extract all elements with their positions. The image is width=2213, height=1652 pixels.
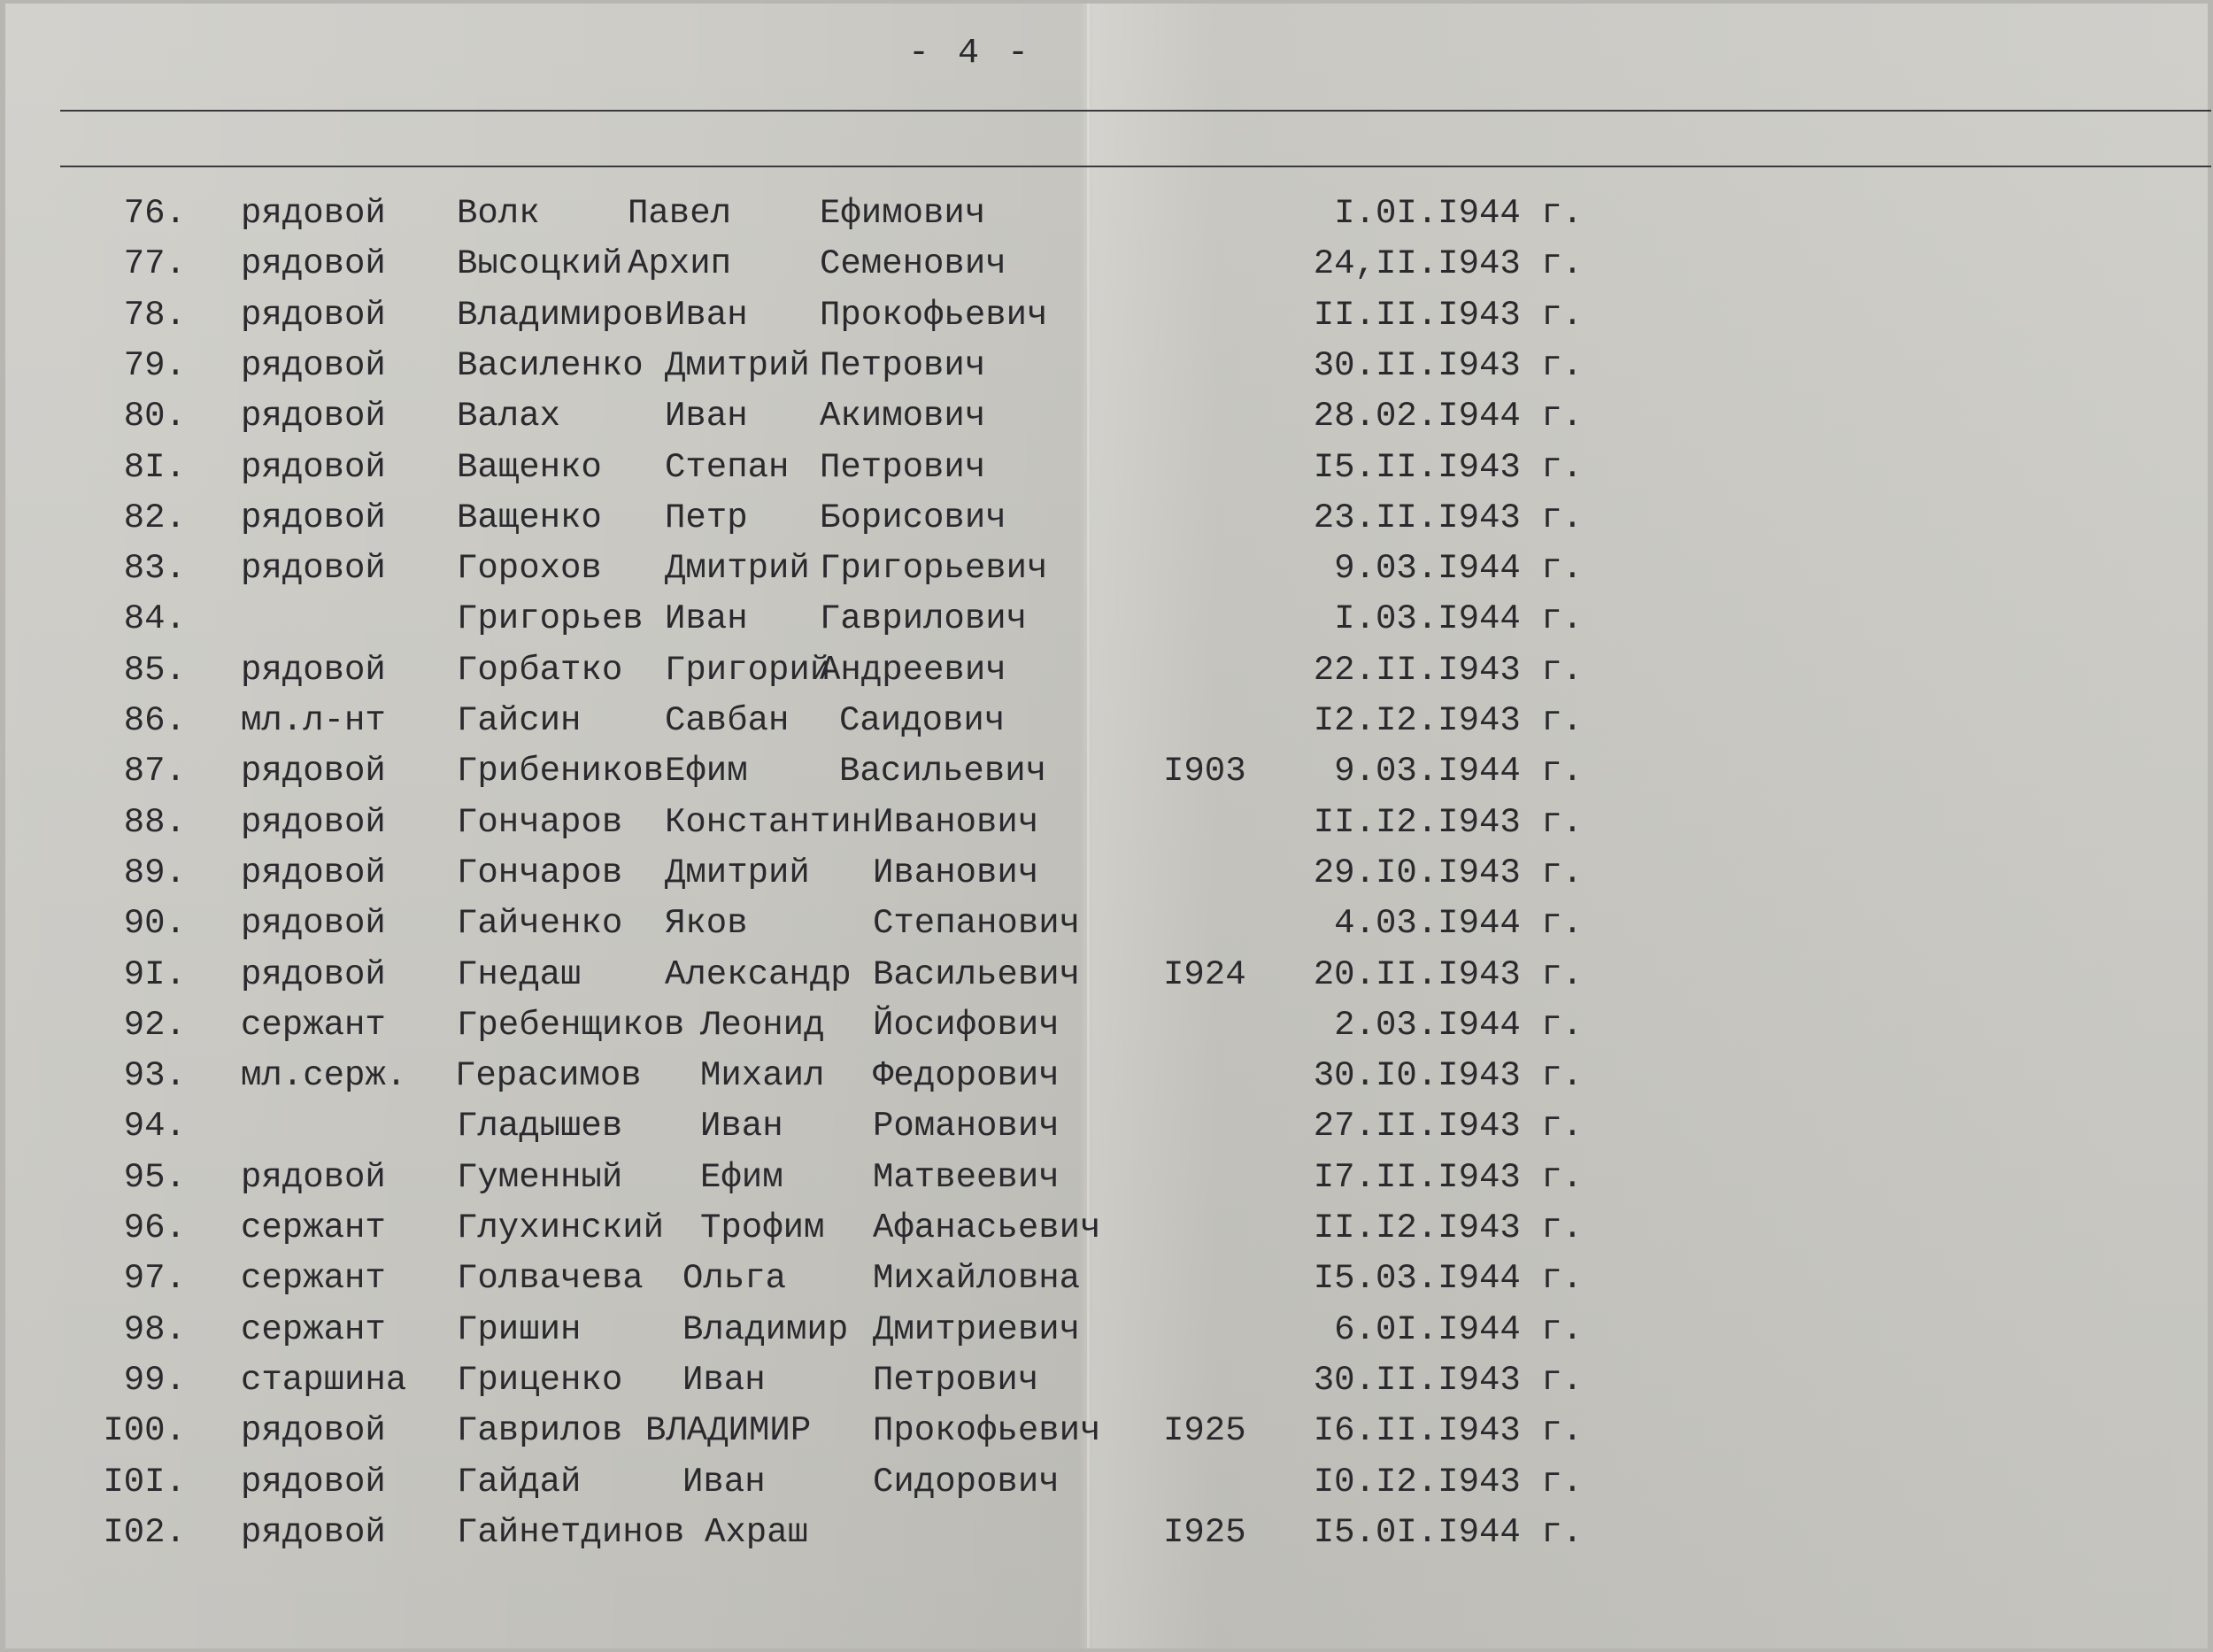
last-name: Гребенщиков: [457, 1005, 685, 1045]
list-row: [5, 344, 1776, 388]
list-row: [5, 496, 1776, 540]
row-number: 88.: [123, 802, 186, 842]
patronymic: Саидович: [839, 701, 1006, 740]
first-name: Иван: [665, 397, 748, 436]
list-row: [5, 242, 1776, 286]
rank: рядовой: [241, 295, 386, 335]
row-number: 8I.: [123, 447, 186, 487]
rank: рядовой: [241, 345, 386, 385]
patronymic: Прокофьевич: [873, 1411, 1101, 1451]
list-row: [5, 293, 1776, 337]
birth-year: I903: [1163, 752, 1246, 791]
rank: рядовой: [241, 904, 386, 944]
date: 9.03.I944 г.: [1334, 752, 1583, 791]
rank: сержант: [241, 1208, 386, 1247]
last-name: Голвачева: [457, 1259, 644, 1299]
last-name: Гладышев: [457, 1107, 623, 1146]
first-name: Иван: [665, 599, 748, 639]
first-name: Леонид: [700, 1005, 825, 1045]
date: 2.03.I944 г.: [1334, 1005, 1583, 1045]
list-row: [5, 953, 1776, 997]
row-number: 96.: [123, 1208, 186, 1247]
list-row: [5, 1256, 1776, 1301]
list-row: [5, 597, 1776, 641]
date: 30.II.I943 г.: [1313, 345, 1583, 385]
rank: рядовой: [241, 853, 386, 892]
birth-year: I925: [1163, 1512, 1246, 1552]
last-name: Гаврилов: [457, 1411, 623, 1451]
first-name: Григорий: [665, 650, 831, 690]
rank: рядовой: [241, 650, 386, 690]
rank: рядовой: [241, 954, 386, 994]
first-name: Савбан: [665, 701, 790, 740]
patronymic: Прокофьевич: [820, 295, 1048, 335]
patronymic: Афанасьевич: [873, 1208, 1101, 1247]
last-name: Василенко: [457, 345, 644, 385]
patronymic: Васильевич: [873, 954, 1081, 994]
first-name: Дмитрий: [665, 853, 810, 892]
first-name: Иван: [682, 1360, 766, 1400]
row-number: 95.: [123, 1157, 186, 1197]
rank: рядовой: [241, 549, 386, 589]
list-row: [5, 1409, 1776, 1453]
row-number: 93.: [123, 1056, 186, 1096]
date: 9.03.I944 г.: [1334, 549, 1583, 589]
list-row: [5, 191, 1776, 235]
first-name: Иван: [665, 295, 748, 335]
row-number: 79.: [123, 345, 186, 385]
row-number: 92.: [123, 1005, 186, 1045]
list-row: [5, 800, 1776, 845]
last-name: Гайсин: [457, 701, 582, 740]
patronymic: Гаврилович: [820, 599, 1028, 639]
last-name: Горбатко: [457, 650, 623, 690]
date: 24,II.I943 г.: [1313, 244, 1583, 284]
last-name: Волк: [457, 194, 540, 233]
row-number: 99.: [123, 1360, 186, 1400]
date: 4.03.I944 г.: [1334, 904, 1583, 944]
row-number: 9I.: [123, 954, 186, 994]
first-name: Иван: [682, 1462, 766, 1501]
list-row: [5, 699, 1776, 743]
date: I5.03.I944 г.: [1313, 1259, 1583, 1299]
row-number: 83.: [123, 549, 186, 589]
first-name: Павел: [628, 194, 732, 233]
last-name: Ващенко: [457, 447, 602, 487]
rank: мл.серж.: [241, 1056, 407, 1096]
list-row: [5, 1155, 1776, 1200]
row-number: 78.: [123, 295, 186, 335]
last-name: Гончаров: [457, 802, 623, 842]
rank: рядовой: [241, 1157, 386, 1197]
patronymic: Матвеевич: [873, 1157, 1060, 1197]
date: II.I2.I943 г.: [1313, 1208, 1583, 1247]
date: 28.02.I944 г.: [1313, 397, 1583, 436]
row-number: 97.: [123, 1259, 186, 1299]
rank: рядовой: [241, 447, 386, 487]
rank: рядовой: [241, 802, 386, 842]
header-rule-bottom: [60, 166, 2211, 167]
list-row: [5, 546, 1776, 591]
list-row: [5, 1358, 1776, 1402]
rank: рядовой: [241, 1462, 386, 1501]
last-name: Глухинский: [457, 1208, 665, 1247]
first-name: Владимир: [682, 1309, 849, 1349]
list-row: [5, 445, 1776, 490]
list-row: [5, 648, 1776, 692]
date: I.03.I944 г.: [1334, 599, 1583, 639]
rank: сержант: [241, 1259, 386, 1299]
first-name: Яков: [665, 904, 748, 944]
row-number: 85.: [123, 650, 186, 690]
patronymic: Сидорович: [873, 1462, 1060, 1501]
list-row: [5, 1510, 1776, 1555]
list-row: [5, 1003, 1776, 1047]
date: I6.II.I943 г.: [1313, 1411, 1583, 1451]
patronymic: Григорьевич: [820, 549, 1048, 589]
patronymic: Семенович: [820, 244, 1006, 284]
list-row: [5, 851, 1776, 895]
first-name: ВЛАДИМИР: [645, 1411, 812, 1451]
patronymic: Романович: [873, 1107, 1060, 1146]
last-name: Гайнетдинов: [457, 1512, 685, 1552]
patronymic: Дмитриевич: [873, 1309, 1081, 1349]
patronymic: Борисович: [820, 498, 1006, 537]
date: I0.I2.I943 г.: [1313, 1462, 1583, 1501]
rank: рядовой: [241, 244, 386, 284]
rank: старшина: [241, 1360, 407, 1400]
header-rule-top: [60, 110, 2211, 112]
last-name: Высоцкий: [457, 244, 623, 284]
document-page: [5, 4, 2208, 1648]
list-row: [5, 394, 1776, 438]
row-number: 82.: [123, 498, 186, 537]
list-row: [5, 1206, 1776, 1250]
rank: рядовой: [241, 498, 386, 537]
list-row: [5, 1104, 1776, 1148]
row-number: 86.: [123, 701, 186, 740]
first-name: Михаил: [700, 1056, 825, 1096]
last-name: Валах: [457, 397, 561, 436]
last-name: Гриценко: [457, 1360, 623, 1400]
rank: рядовой: [241, 1512, 386, 1552]
date: 22.II.I943 г.: [1313, 650, 1583, 690]
date: 30.II.I943 г.: [1313, 1360, 1583, 1400]
patronymic: Иванович: [873, 802, 1039, 842]
last-name: Григорьев: [457, 599, 644, 639]
patronymic: Ефимович: [820, 194, 986, 233]
row-number: 84.: [123, 599, 186, 639]
last-name: Ващенко: [457, 498, 602, 537]
first-name: Ефим: [665, 752, 748, 791]
first-name: Дмитрий: [665, 549, 810, 589]
patronymic: Степанович: [873, 904, 1081, 944]
last-name: Гончаров: [457, 853, 623, 892]
patronymic: Петрович: [873, 1360, 1039, 1400]
patronymic: Васильевич: [839, 752, 1047, 791]
row-number: I00.: [103, 1411, 186, 1451]
patronymic: Федорович: [873, 1056, 1060, 1096]
date: 6.0I.I944 г.: [1334, 1309, 1583, 1349]
first-name: Архип: [628, 244, 732, 284]
last-name: Герасимов: [455, 1056, 642, 1096]
row-number: 80.: [123, 397, 186, 436]
date: 30.I0.I943 г.: [1313, 1056, 1583, 1096]
date: I.0I.I944 г.: [1334, 194, 1583, 233]
last-name: Гуменный: [457, 1157, 623, 1197]
first-name: Ахраш: [705, 1512, 809, 1552]
last-name: Горохов: [457, 549, 602, 589]
first-name: Дмитрий: [665, 345, 810, 385]
rank: мл.л-нт: [241, 701, 386, 740]
last-name: Гайдай: [457, 1462, 582, 1501]
list-row: [5, 749, 1776, 793]
date: 20.II.I943 г.: [1313, 954, 1583, 994]
last-name: Гнедаш: [457, 954, 582, 994]
list-row: [5, 1054, 1776, 1098]
date: I2.I2.I943 г.: [1313, 701, 1583, 740]
first-name: Ефим: [700, 1157, 783, 1197]
date: II.II.I943 г.: [1313, 295, 1583, 335]
row-number: 90.: [123, 904, 186, 944]
row-number: 87.: [123, 752, 186, 791]
date: I5.0I.I944 г.: [1313, 1512, 1583, 1552]
date: I5.II.I943 г.: [1313, 447, 1583, 487]
first-name: Трофим: [700, 1208, 825, 1247]
patronymic: Акимович: [820, 397, 986, 436]
row-number: I02.: [103, 1512, 186, 1552]
row-number: 89.: [123, 853, 186, 892]
rank: рядовой: [241, 752, 386, 791]
first-name: Ольга: [682, 1259, 787, 1299]
patronymic: Петрович: [820, 345, 986, 385]
date: 27.II.I943 г.: [1313, 1107, 1583, 1146]
first-name: Иван: [700, 1107, 783, 1146]
patronymic: Петрович: [820, 447, 986, 487]
patronymic: Михайловна: [873, 1259, 1081, 1299]
rank: рядовой: [241, 397, 386, 436]
row-number: I0I.: [103, 1462, 186, 1501]
date: 29.I0.I943 г.: [1313, 853, 1583, 892]
last-name: Гришин: [457, 1309, 582, 1349]
list-row: [5, 901, 1776, 946]
rank: сержант: [241, 1309, 386, 1349]
rank: рядовой: [241, 1411, 386, 1451]
last-name: Гайченко: [457, 904, 623, 944]
page-number: - 4 -: [908, 34, 1033, 73]
first-name: Степан: [665, 447, 790, 487]
row-number: 94.: [123, 1107, 186, 1146]
patronymic: Андреевич: [820, 650, 1006, 690]
list-row: [5, 1308, 1776, 1352]
birth-year: I925: [1163, 1411, 1246, 1451]
first-name: Александр: [665, 954, 852, 994]
last-name: Грибеников: [457, 752, 665, 791]
row-number: 77.: [123, 244, 186, 284]
first-name: Константин: [665, 802, 873, 842]
date: 23.II.I943 г.: [1313, 498, 1583, 537]
list-row: [5, 1460, 1776, 1504]
rank: рядовой: [241, 194, 386, 233]
birth-year: I924: [1163, 954, 1246, 994]
patronymic: Иванович: [873, 853, 1039, 892]
row-number: 76.: [123, 194, 186, 233]
first-name: Петр: [665, 498, 748, 537]
row-number: 98.: [123, 1309, 186, 1349]
date: I7.II.I943 г.: [1313, 1157, 1583, 1197]
rank: сержант: [241, 1005, 386, 1045]
date: II.I2.I943 г.: [1313, 802, 1583, 842]
last-name: Владимиров: [457, 295, 665, 335]
patronymic: Йосифович: [873, 1005, 1060, 1045]
